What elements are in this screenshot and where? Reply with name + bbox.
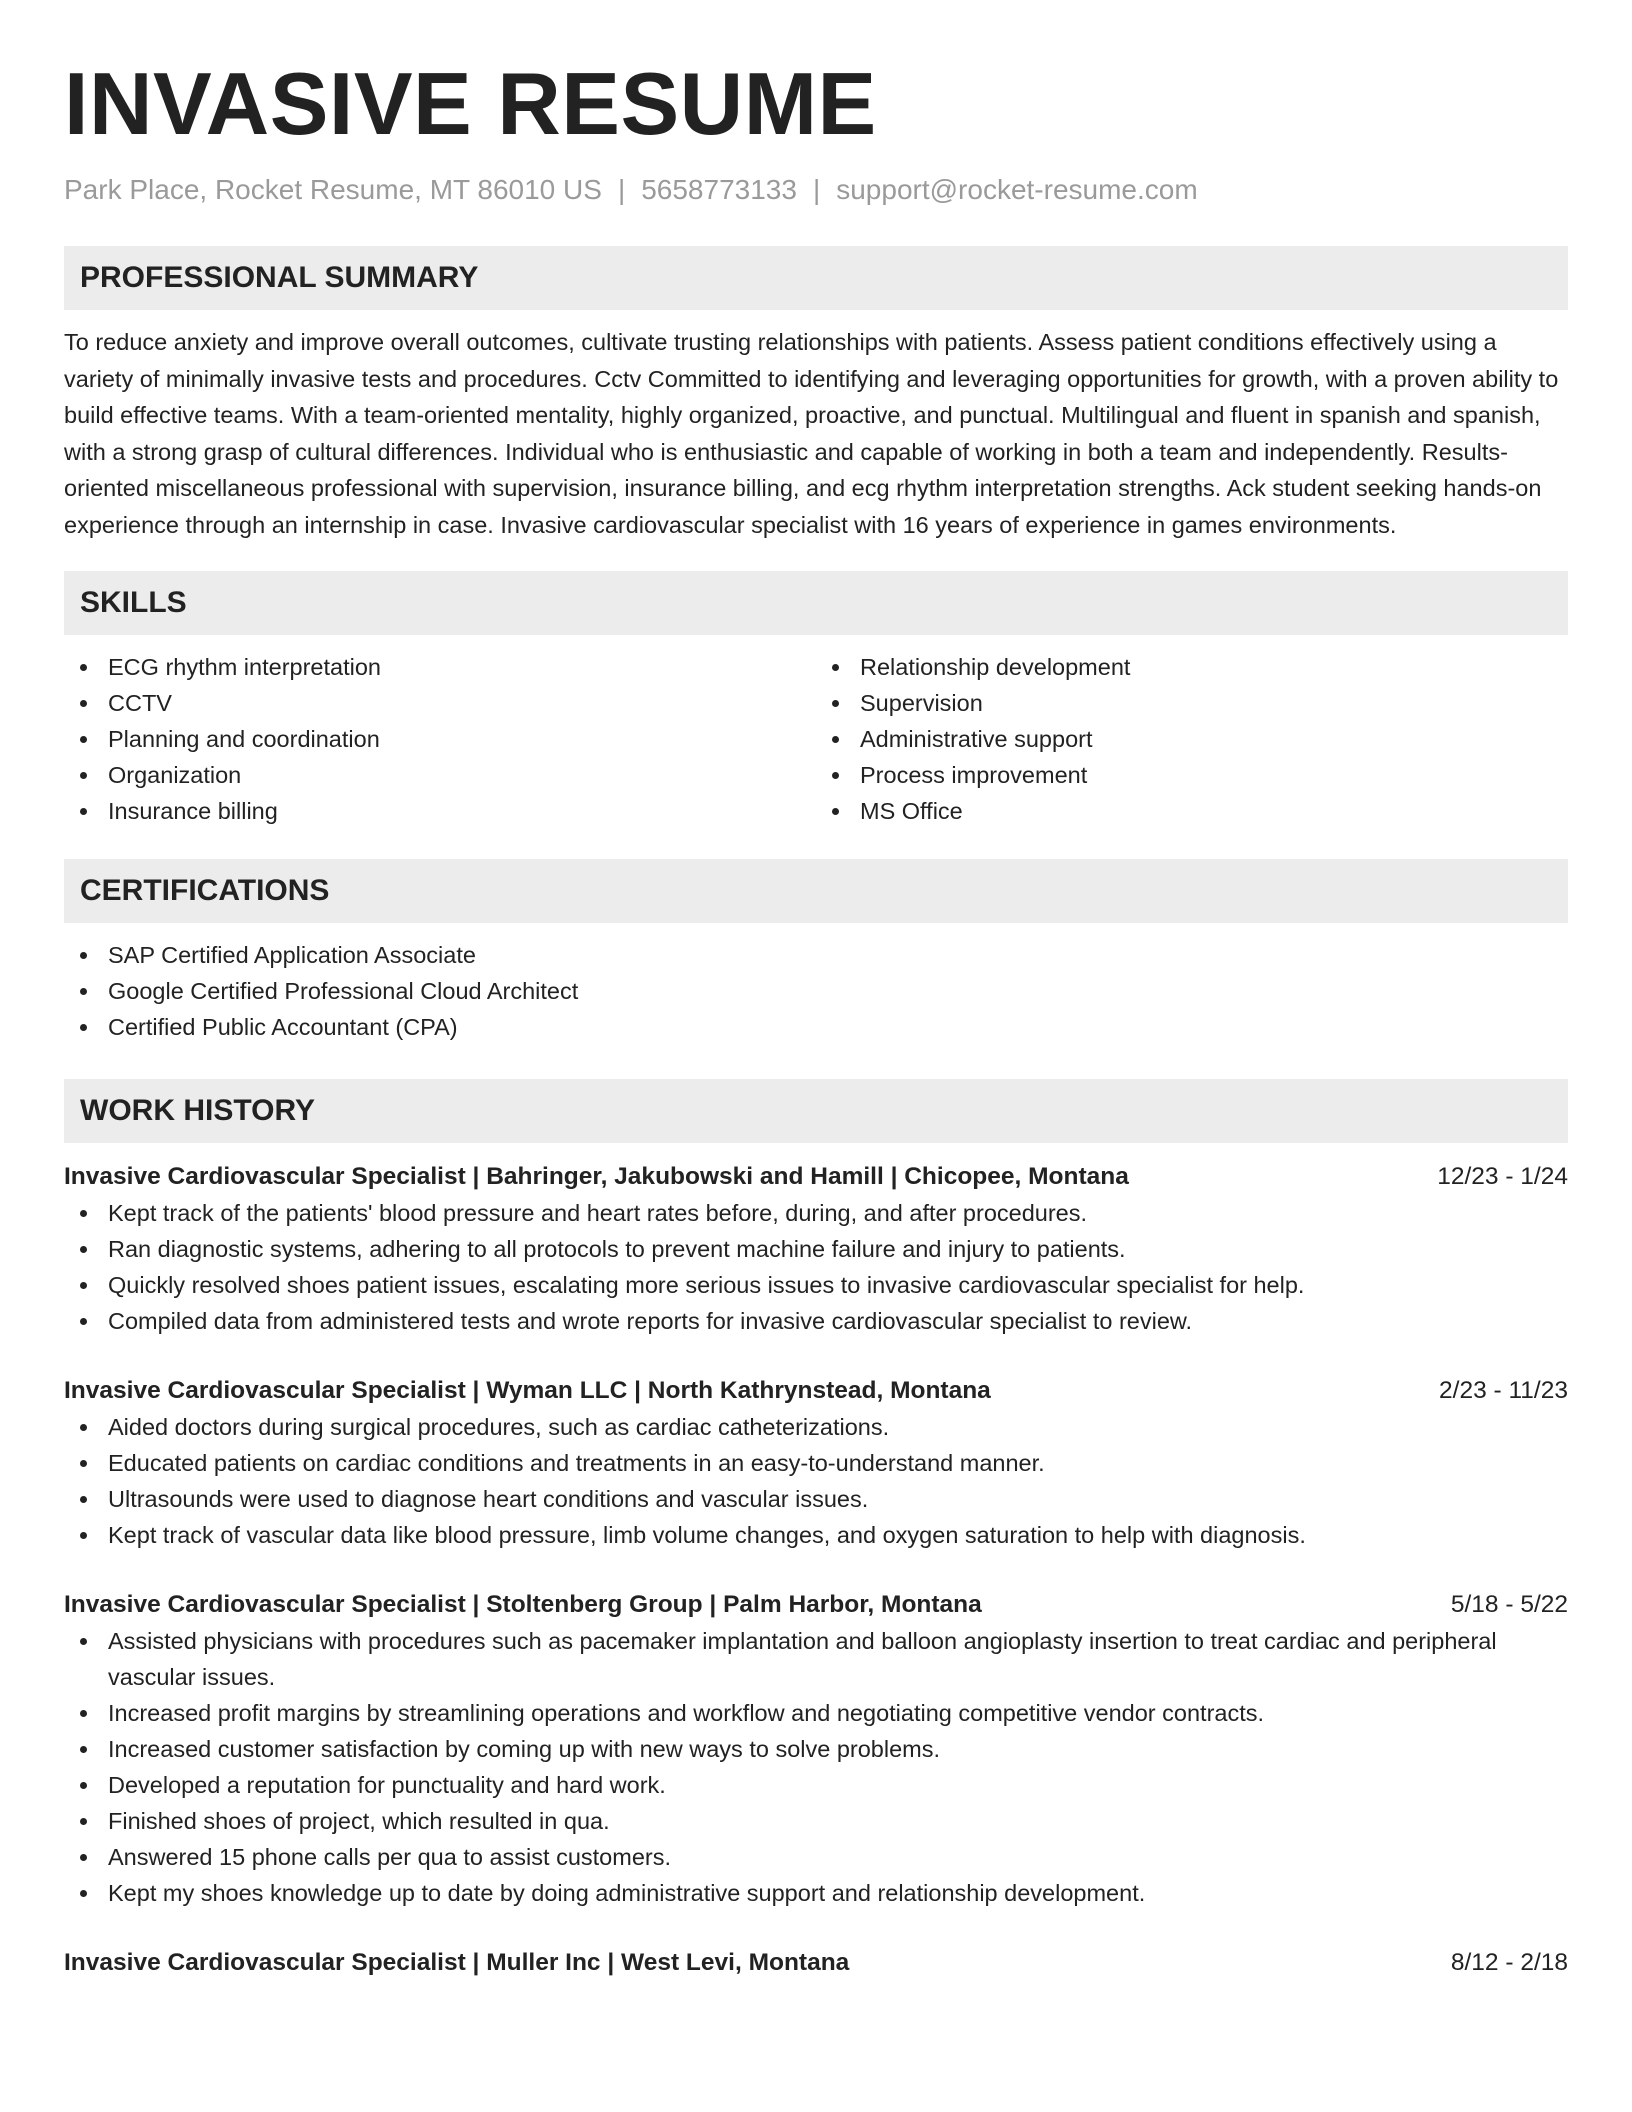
skills-list: [64, 649, 1568, 829]
job-bullets: [64, 1623, 1568, 1911]
job-header: [64, 1373, 1568, 1409]
job-title: Invasive Cardiovascular Specialist | Bahringer, Jakubowski and Hamill | Chicopee, Montana: [64, 1163, 1129, 1190]
job-bullet: Finished shoes of project, which resulted in qua.: [64, 1803, 1568, 1839]
job-bullets: [64, 1195, 1568, 1339]
skills-section-header: SKILLS: [64, 571, 1568, 635]
job-bullet: Increased profit margins by streamlining operations and workflow and negotiating competitive vendor contracts.: [64, 1695, 1568, 1731]
contact-line: [64, 172, 1568, 208]
job-bullet: Assisted physicians with procedures such as pacemaker implantation and balloon angioplasty insertion to treat cardiac and peripheral vascular issues.: [64, 1623, 1568, 1695]
job-bullet: Quickly resolved shoes patient issues, escalating more serious issues to invasive cardiovascular specialist for help.: [64, 1267, 1568, 1303]
job-dates: 12/23 - 1/24: [1437, 1163, 1568, 1190]
job-dates: 8/12 - 2/18: [1450, 1949, 1568, 1976]
job-entry: [64, 1945, 1568, 1981]
skills-column-right: [816, 649, 1568, 829]
certification-item: Google Certified Professional Cloud Architect: [64, 973, 1568, 1009]
job-bullet: Answered 15 phone calls per qua to assist customers.: [64, 1839, 1568, 1875]
work-history-section-header: WORK HISTORY: [64, 1079, 1568, 1143]
candidate-name: INVASIVE RESUME: [64, 54, 877, 153]
contact-separator: |: [617, 174, 626, 205]
job-bullet: Increased customer satisfaction by coming up with new ways to solve problems.: [64, 1731, 1568, 1767]
job-bullet: Kept my shoes knowledge up to date by doing administrative support and relationship development.: [64, 1875, 1568, 1911]
certification-item: SAP Certified Application Associate: [64, 937, 1568, 973]
job-bullet: Aided doctors during surgical procedures, such as cardiac catheterizations.: [64, 1409, 1568, 1445]
skill-item: Supervision: [816, 685, 1568, 721]
contact-separator: |: [812, 174, 821, 205]
skill-item: Insurance billing: [64, 793, 816, 829]
job-bullet: Kept track of vascular data like blood pressure, limb volume changes, and oxygen saturation to help with diagnosis.: [64, 1517, 1568, 1553]
job-bullet: Compiled data from administered tests and wrote reports for invasive cardiovascular specialist to review.: [64, 1303, 1568, 1339]
job-bullet: Kept track of the patients' blood pressure and heart rates before, during, and after procedures.: [64, 1195, 1568, 1231]
certifications-list: [64, 937, 1568, 1045]
skill-item: Administrative support: [816, 721, 1568, 757]
skills-column-left: [64, 649, 816, 829]
summary-text: To reduce anxiety and improve overall outcomes, cultivate trusting relationships with patients. Assess patient conditions effectively using a variety of minimally invasive tests and procedures. Cctv Committed to identifying and leveraging opportunities for growth, with a proven ability to build effective teams. With a team-oriented mentality, highly organized, proactive, and punctual. Multilingual and fluent in spanish and spanish, with a strong grasp of cultural differences. Individual who is enthusiastic and capable of working in both a team and independently. Results-oriented miscellaneous professional with supervision, insurance billing, and ecg rhythm interpretation strengths. Ack student seeking hands-on experience through an internship in case. Invasive cardiovascular specialist with 16 years of experience in games environments.: [64, 329, 1559, 538]
certifications-section-header: CERTIFICATIONS: [64, 859, 1568, 923]
job-title: Invasive Cardiovascular Specialist | Wyman LLC | North Kathrynstead, Montana: [64, 1377, 991, 1404]
job-dates: 2/23 - 11/23: [1439, 1377, 1568, 1404]
contact-address: Park Place, Rocket Resume, MT 86010 US: [64, 174, 602, 205]
summary-section-header: PROFESSIONAL SUMMARY: [64, 246, 1568, 310]
skill-item: Organization: [64, 757, 816, 793]
job-bullet: Ran diagnostic systems, adhering to all protocols to prevent machine failure and injury to patients.: [64, 1231, 1568, 1267]
job-bullet: Developed a reputation for punctuality and hard work.: [64, 1767, 1568, 1803]
job-bullets: [64, 1409, 1568, 1553]
skill-item: MS Office: [816, 793, 1568, 829]
skill-item: Relationship development: [816, 649, 1568, 685]
job-header: [64, 1587, 1568, 1623]
contact-phone: 5658773133: [641, 174, 797, 205]
job-bullet: Ultrasounds were used to diagnose heart conditions and vascular issues.: [64, 1481, 1568, 1517]
job-header: [64, 1945, 1568, 1981]
job-dates: 5/18 - 5/22: [1450, 1591, 1568, 1618]
job-entry: [64, 1159, 1568, 1339]
certification-item: Certified Public Accountant (CPA): [64, 1009, 1568, 1045]
job-header: [64, 1159, 1568, 1195]
job-entry: [64, 1587, 1568, 1911]
skill-item: CCTV: [64, 685, 816, 721]
skill-item: ECG rhythm interpretation: [64, 649, 816, 685]
skill-item: Process improvement: [816, 757, 1568, 793]
job-entry: [64, 1373, 1568, 1553]
job-title: Invasive Cardiovascular Specialist | Stoltenberg Group | Palm Harbor, Montana: [64, 1591, 982, 1618]
job-bullet: Educated patients on cardiac conditions and treatments in an easy-to-understand manner.: [64, 1445, 1568, 1481]
job-title: Invasive Cardiovascular Specialist | Muller Inc | West Levi, Montana: [64, 1949, 850, 1976]
skill-item: Planning and coordination: [64, 721, 816, 757]
contact-email: support@rocket-resume.com: [836, 174, 1198, 205]
